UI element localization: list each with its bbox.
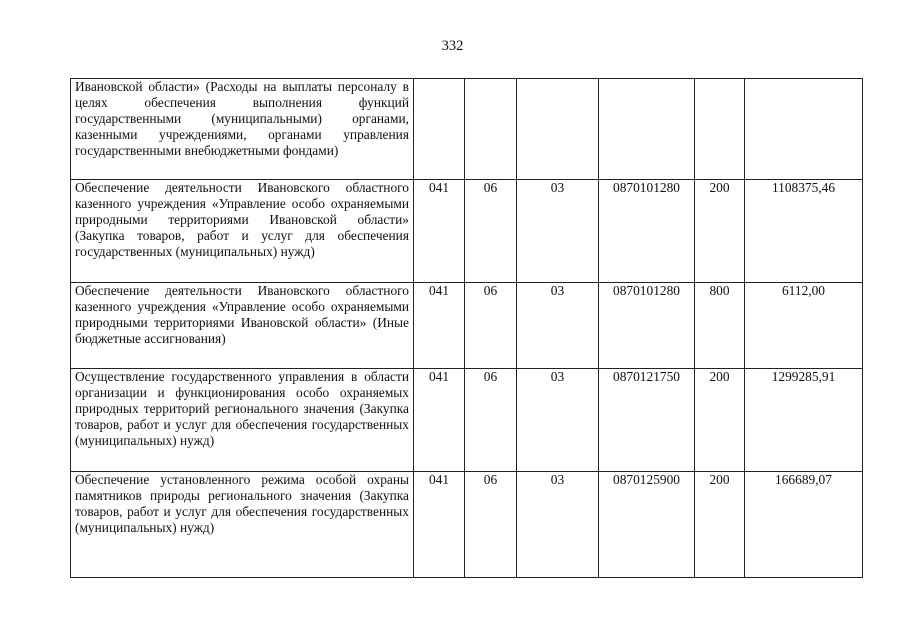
subsection-code: 03 xyxy=(517,472,599,578)
amount: 6112,00 xyxy=(745,283,863,369)
amount: 166689,07 xyxy=(745,472,863,578)
expense-type-code xyxy=(695,79,745,180)
section-code: 06 xyxy=(465,472,517,578)
subsection-code: 03 xyxy=(517,369,599,472)
ministry-code: 041 xyxy=(414,369,465,472)
budget-table xyxy=(70,78,863,578)
expense-type-code: 200 xyxy=(695,369,745,472)
subsection-code: 03 xyxy=(517,180,599,283)
row-description: Обеспечение деятельности Ивановского областного казенного учреждения «Управление особо охраняемыми природными территориями Ивановской области» (Закупка товаров, работ и услуг для обеспечения государственных (муниципальных) нужд) xyxy=(71,180,414,283)
ministry-code: 041 xyxy=(414,472,465,578)
section-code: 06 xyxy=(465,180,517,283)
table-row xyxy=(71,79,863,180)
target-article-code: 0870101280 xyxy=(599,180,695,283)
page-number: 332 xyxy=(441,38,464,54)
row-description: Ивановской области» (Расходы на выплаты персоналу в целях обеспечения выполнения функций государственными (муниципальными) органами, казенными учреждениями, органами управления государственными внебюджетными фондами) xyxy=(71,79,414,180)
ministry-code: 041 xyxy=(414,283,465,369)
section-code xyxy=(465,79,517,180)
section-code: 06 xyxy=(465,283,517,369)
row-description: Осуществление государственного управления в области организации и функционирования особо охраняемых природных территорий регионального значения (Закупка товаров, работ и услуг для обеспечения государственных (муниципальных) нужд) xyxy=(71,369,414,472)
amount xyxy=(745,79,863,180)
expense-type-code: 800 xyxy=(695,283,745,369)
table-row xyxy=(71,472,863,578)
table-row xyxy=(71,180,863,283)
table-row xyxy=(71,369,863,472)
target-article-code: 0870121750 xyxy=(599,369,695,472)
expense-type-code: 200 xyxy=(695,472,745,578)
target-article-code xyxy=(599,79,695,180)
target-article-code: 0870125900 xyxy=(599,472,695,578)
subsection-code: 03 xyxy=(517,283,599,369)
row-description: Обеспечение установленного режима особой охраны памятников природы регионального значения (Закупка товаров, работ и услуг для обеспечения государственных (муниципальных) нужд) xyxy=(71,472,414,578)
expense-type-code: 200 xyxy=(695,180,745,283)
ministry-code: 041 xyxy=(414,180,465,283)
amount: 1299285,91 xyxy=(745,369,863,472)
amount: 1108375,46 xyxy=(745,180,863,283)
row-description: Обеспечение деятельности Ивановского областного казенного учреждения «Управление особо охраняемыми природными территориями Ивановской области» (Иные бюджетные ассигнования) xyxy=(71,283,414,369)
table-row xyxy=(71,283,863,369)
subsection-code xyxy=(517,79,599,180)
target-article-code: 0870101280 xyxy=(599,283,695,369)
ministry-code xyxy=(414,79,465,180)
section-code: 06 xyxy=(465,369,517,472)
